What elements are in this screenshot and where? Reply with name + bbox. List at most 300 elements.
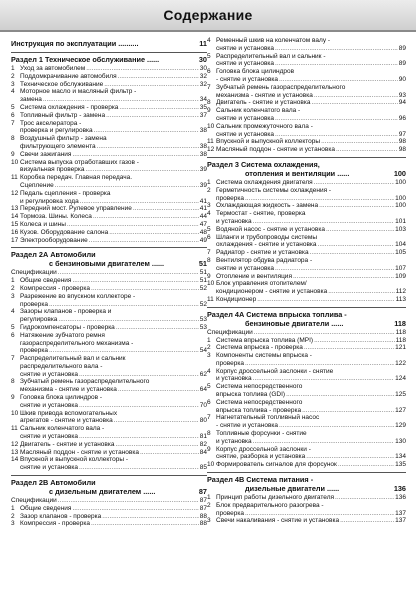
entry-number: 5 — [11, 103, 15, 111]
toc-entry — [207, 60, 406, 68]
entry-number: 11 — [11, 174, 18, 182]
entry-label: Система охлаждения двигателя — [216, 178, 313, 186]
section-page-number: 87 — [198, 487, 207, 497]
entry-number: 2 — [11, 284, 15, 292]
entry-page-number: 97 — [398, 130, 406, 138]
entry-label: снятие и установка — [216, 130, 275, 138]
toc-entry — [11, 237, 207, 245]
entry-number: 8 — [11, 135, 15, 143]
entry-page-number: 94 — [398, 99, 406, 107]
entry-page-number: 124 — [395, 375, 406, 383]
entry-page-number: 38 — [199, 150, 207, 158]
entry-number: 11 — [11, 425, 18, 433]
entry-page-number: 112 — [395, 288, 406, 296]
entry-label: Охлаждающая жидкость - замена — [216, 202, 319, 210]
entry-number: 9 — [207, 107, 211, 115]
entry-label: Система непосредственного — [216, 383, 303, 391]
entry-page-number: 107 — [395, 264, 406, 272]
entry-number: 1 — [207, 494, 211, 502]
entry-number: 4 — [207, 367, 211, 375]
entry-label: Шланги и трубопроводы системы — [216, 233, 318, 241]
entry-label: снятие и установка — [20, 464, 79, 472]
toc-entry — [207, 383, 406, 391]
toc-entry — [11, 143, 207, 151]
toc-entry — [207, 368, 406, 376]
entry-number: 12 — [207, 146, 215, 154]
section-title: Инструкция по эксплуатации .......... — [11, 39, 139, 48]
section-page-number: 100 — [393, 168, 406, 178]
toc-entry — [207, 352, 406, 360]
entry-number: 9 — [11, 394, 15, 402]
toc-entry — [207, 296, 406, 304]
entry-number: 3 — [11, 292, 15, 300]
entry-page-number: 32 — [199, 72, 207, 80]
entry-page-number: 53 — [199, 316, 207, 324]
toc-entry — [207, 391, 406, 399]
entry-page-number: 88 — [199, 512, 207, 520]
entry-number: 15 — [11, 220, 19, 228]
toc-entry — [11, 205, 207, 213]
toc-entry — [207, 68, 406, 76]
toc-entry — [207, 517, 406, 525]
toc-entry — [11, 112, 207, 120]
entry-page-number: 113 — [395, 295, 406, 303]
section-subtitle: с бензиновыми двигателем ...... — [49, 259, 165, 269]
entry-label: проверка — [216, 194, 244, 202]
toc-entry — [11, 340, 207, 348]
entry-label: Система впрыска - проверка — [216, 344, 303, 352]
entry-label: Двигатель - снятие и установка — [216, 99, 311, 107]
entry-number: 13 — [11, 205, 19, 213]
entry-page-number: 85 — [199, 464, 207, 472]
toc-entry — [11, 159, 207, 167]
entry-label: Масляный поддон - снятие и установка — [20, 448, 139, 456]
entry-page-number: 136 — [395, 494, 406, 502]
entry-number: 6 — [207, 233, 211, 241]
toc-entry — [11, 73, 207, 81]
entry-label: Водяной насос - снятие и установка — [216, 225, 325, 233]
toc-entry — [207, 280, 406, 288]
entry-label: и регулировка хода — [20, 197, 79, 205]
entry-page-number: 103 — [395, 225, 406, 233]
entry-label: впрыска топлива (GDI) — [216, 391, 286, 399]
toc-entry — [207, 131, 406, 139]
entry-page-number: 100 — [395, 194, 406, 202]
toc-entry — [11, 425, 207, 433]
entry-label: Сальник коленчатого вала - — [20, 425, 105, 433]
entry-page-number: 96 — [398, 114, 406, 122]
entry-label: Уход за автомобилем — [20, 65, 86, 72]
entry-number: 5 — [207, 52, 211, 60]
entry-label: Впускной и выпускной коллекторы — [216, 138, 321, 146]
entry-label: проверка — [216, 359, 244, 367]
section-subtitle: с дизельным двигателем ...... — [49, 487, 156, 497]
entry-label: распределительного вала - — [20, 362, 103, 370]
toc-entry — [11, 301, 207, 309]
entry-label: Двигатель - снятие и установка — [20, 440, 115, 448]
entry-number: 16 — [11, 228, 19, 236]
entry-label: Общие сведения — [20, 504, 72, 512]
entry-number: 3 — [11, 520, 15, 528]
entry-number: 5 — [207, 383, 211, 391]
entry-page-number: 30 — [199, 65, 207, 72]
entry-number: 6 — [207, 68, 211, 76]
toc-entry — [11, 497, 207, 505]
section-title: Раздел 3 Система охлаждения, — [207, 159, 320, 169]
entry-label: газораспределительного механизма - — [20, 339, 134, 347]
entry-label: Топливный фильтр - замена — [20, 111, 106, 119]
toc-entry — [207, 422, 406, 430]
entry-page-number: 122 — [395, 359, 406, 367]
toc-entry — [11, 96, 207, 104]
entry-number: 2 — [207, 501, 211, 509]
section-title: Раздел 4В Система питания - — [207, 475, 314, 485]
toc-entry — [207, 344, 406, 352]
entry-label: Педаль сцепления - проверка — [20, 189, 111, 197]
entry-page-number: 39 — [199, 166, 207, 174]
entry-page-number: 127 — [395, 406, 406, 414]
toc-entry — [207, 76, 406, 84]
entry-label: Шкив привода вспомогательных — [20, 409, 118, 417]
toc-entry — [207, 257, 406, 265]
entry-page-number: 49 — [199, 236, 207, 244]
entry-label: снятие, разборка и установка — [216, 453, 306, 461]
toc-right-column — [207, 37, 406, 525]
toc-entry — [207, 360, 406, 368]
toc-entry — [11, 120, 207, 128]
entry-label: Спецификации — [11, 497, 57, 505]
toc-entry — [11, 88, 207, 96]
toc-entry — [11, 104, 207, 112]
toc-entry — [11, 324, 207, 332]
toc-entry — [207, 53, 406, 61]
toc-entry — [207, 494, 406, 502]
entry-label: Головка блока цилиндров - — [20, 394, 103, 402]
entry-number: 4 — [11, 88, 15, 96]
entry-label: Натяжение зубчатого ремня — [20, 331, 105, 339]
entry-label: Воздушный фильтр - замена — [20, 135, 107, 143]
entry-label: Блок управления отопителем/ — [216, 280, 307, 288]
toc-entry — [11, 417, 207, 425]
entry-label: Колеса и шины — [20, 220, 66, 228]
toc-entry — [11, 127, 207, 135]
entry-number: 9 — [207, 272, 211, 280]
toc-entry — [207, 37, 406, 45]
section-subtitle: бензиновые двигатели ...... — [245, 318, 344, 328]
entry-label: агрегатов - снятие и установка — [20, 417, 113, 425]
entry-page-number: 38 — [199, 142, 207, 150]
toc-entry — [11, 355, 207, 363]
section-title: Раздел 1 Техническое обслуживание ...... — [11, 55, 160, 64]
entry-label: проверка и регулировка — [20, 127, 93, 135]
entry-number: 6 — [11, 331, 15, 339]
toc-entry — [207, 202, 406, 210]
toc-entry — [11, 174, 207, 182]
entry-page-number: 84 — [199, 448, 207, 456]
toc-entry — [207, 226, 406, 234]
toc-entry — [11, 378, 207, 386]
entry-label: Компрессия - проверка — [20, 520, 91, 528]
toc-section-heading — [11, 247, 207, 269]
toc-entry — [207, 234, 406, 242]
entry-number: 12 — [11, 189, 19, 197]
toc-entry — [11, 433, 207, 441]
toc-entry — [11, 386, 207, 394]
entry-label: Зазор клапанов - проверка — [20, 512, 102, 520]
entry-label: кондиционером - снятие и установка — [216, 288, 328, 296]
toc-entry — [207, 438, 406, 446]
toc-entry — [11, 520, 207, 528]
entry-label: Распределительный вал и сальник — [20, 355, 126, 363]
toc-section-heading — [11, 475, 207, 497]
toc-entry — [207, 337, 406, 345]
entry-page-number: 134 — [395, 453, 406, 461]
entry-label: Впускной и выпускной коллекторы - — [20, 456, 129, 464]
entry-number: 6 — [11, 111, 15, 119]
entry-label: Поддомкрачивание автомобиля — [20, 72, 117, 80]
entry-number: 10 — [207, 280, 215, 288]
toc-section-heading — [207, 307, 406, 329]
entry-label: проверка — [216, 509, 244, 517]
entry-page-number: 32 — [199, 80, 207, 88]
toc-entry — [207, 210, 406, 218]
entry-page-number: 62 — [199, 370, 207, 378]
entry-page-number: 38 — [199, 127, 207, 135]
toc-entry — [11, 505, 207, 513]
entry-number: 14 — [11, 213, 19, 221]
entry-page-number: 135 — [395, 461, 406, 469]
entry-label: охлаждения - снятие и установка — [216, 241, 317, 249]
toc-entry — [207, 265, 406, 273]
toc-entry — [11, 441, 207, 449]
section-title: Раздел 2А Автомобили — [11, 250, 96, 260]
toc-entry — [11, 402, 207, 410]
entry-page-number: 70 — [199, 401, 207, 409]
entry-label: Трос акселератора - — [20, 119, 82, 127]
entry-page-number: 88 — [199, 520, 207, 528]
toc-entry — [207, 510, 406, 518]
entry-number: 4 — [11, 308, 15, 316]
entry-page-number: 100 — [395, 178, 406, 186]
entry-label: Система впрыска топлива (MPI) — [216, 336, 314, 344]
entry-label: снятие и установка — [20, 370, 79, 378]
toc-entry — [11, 371, 207, 379]
entry-label: регулировка — [20, 316, 58, 324]
toc-entry — [207, 407, 406, 415]
toc-entry — [207, 99, 406, 107]
section-page-number: 11 — [199, 39, 207, 48]
toc-entry — [11, 449, 207, 457]
entry-number: 5 — [207, 225, 211, 233]
entry-number: 7 — [11, 355, 15, 363]
entry-page-number: 41 — [199, 205, 207, 213]
entry-number: 8 — [207, 430, 211, 438]
toc-entry — [11, 316, 207, 324]
toc-entry — [207, 273, 406, 281]
entry-page-number: 51 — [199, 269, 207, 277]
entry-page-number: 53 — [199, 323, 207, 331]
entry-label: Сальник коленчатого вала - — [216, 107, 301, 115]
entry-page-number: 37 — [199, 111, 207, 119]
entry-number: 1 — [207, 336, 211, 344]
page-header — [0, 0, 416, 32]
entry-page-number: 130 — [395, 437, 406, 445]
toc-entry — [207, 502, 406, 510]
toc-entry — [11, 229, 207, 237]
toc-entry — [207, 45, 406, 53]
entry-label: и установка — [216, 375, 252, 383]
entry-page-number: 82 — [199, 440, 207, 448]
entry-number: 7 — [11, 119, 15, 127]
entry-number: 9 — [11, 150, 15, 158]
entry-label: Система непосредственного — [216, 398, 303, 406]
entry-page-number: 44 — [199, 213, 207, 221]
entry-label: Вентилятор обдува радиатора - — [216, 256, 313, 264]
entry-page-number: 89 — [398, 60, 406, 68]
entry-label: механизма - снятие и установка — [216, 91, 313, 99]
entry-page-number: 121 — [395, 344, 406, 352]
entry-label: Отопление и вентиляция — [216, 272, 292, 280]
entry-label: Зубчатый ремень газораспределительного — [20, 378, 150, 386]
entry-label: Герметичность системы охлаждения - — [216, 186, 332, 194]
toc-entry — [11, 190, 207, 198]
entry-label: проверка — [20, 347, 48, 355]
toc-entry — [207, 187, 406, 195]
toc-entry — [11, 363, 207, 371]
toc-entry — [207, 430, 406, 438]
entry-number: 11 — [207, 295, 214, 303]
toc-entry — [11, 456, 207, 464]
toc-entry — [11, 269, 207, 277]
entry-number: 8 — [207, 99, 211, 107]
toc-entry — [207, 218, 406, 226]
entry-label: Зазоры клапанов - проверка и — [20, 308, 112, 316]
toc-entry — [207, 107, 406, 115]
entry-label: фильтрующего элемента — [20, 142, 96, 150]
entry-number: 1 — [207, 178, 211, 186]
entry-label: Формирователь сигналов для форсунок — [216, 461, 337, 469]
section-subtitle: дизельные двигатели ...... — [245, 484, 340, 494]
entry-page-number: 137 — [395, 509, 406, 517]
toc-entry — [11, 151, 207, 159]
entry-label: Спецификации — [11, 269, 57, 277]
toc-entry — [11, 65, 207, 73]
entry-label: Система выпуска отработавших газов - — [20, 158, 139, 166]
entry-label: Зубчатый ремень газораспределительного — [216, 83, 346, 91]
toc-entry — [11, 332, 207, 340]
entry-label: снятие и установка — [20, 433, 79, 441]
entry-page-number: 137 — [395, 517, 406, 525]
entry-page-number: 118 — [395, 328, 406, 336]
entry-number: 3 — [11, 80, 15, 88]
entry-label: Гидрокомпенсаторы - проверка — [20, 323, 115, 331]
toc-entry — [207, 329, 406, 337]
toc-entry — [207, 195, 406, 203]
entry-label: Корпус дроссельной заслонки - снятие — [216, 367, 334, 375]
entry-number: 7 — [207, 414, 211, 422]
entry-page-number: 105 — [395, 249, 406, 257]
entry-number: 10 — [11, 158, 19, 166]
entry-page-number: 90 — [398, 75, 406, 83]
entry-number: 3 — [207, 352, 211, 360]
entry-label: Моторное масло и масляный фильтр - — [20, 88, 137, 96]
entry-page-number: 64 — [199, 386, 207, 394]
toc-entry — [11, 277, 207, 285]
entry-label: Масляный поддон - снятие и установка — [216, 146, 335, 154]
entry-page-number: 98 — [398, 146, 406, 154]
toc-entry — [207, 414, 406, 422]
entry-number: 2 — [11, 72, 15, 80]
entry-label: снятие и установка — [216, 264, 275, 272]
entry-page-number: 87 — [199, 504, 207, 512]
toc-entry — [207, 446, 406, 454]
toc-entry — [207, 288, 406, 296]
toc-entry — [207, 241, 406, 249]
entry-label: Ременный шкив на коленчатом валу - — [216, 37, 331, 44]
entry-page-number: 81 — [199, 433, 207, 441]
toc-entry — [11, 166, 207, 174]
entry-label: Свечи накаливания - снятие и установка — [216, 517, 340, 525]
entry-label: снятие и установка — [216, 44, 275, 52]
page-title: Содержание — [163, 7, 253, 23]
section-page-number: 30 — [198, 55, 207, 64]
entry-number: 7 — [207, 249, 211, 257]
toc-entry — [11, 394, 207, 402]
entry-number: 14 — [11, 456, 19, 464]
entry-number: 7 — [207, 83, 211, 91]
toc-section-heading — [207, 472, 406, 494]
entry-label: Свечи зажигания — [20, 150, 72, 158]
entry-number: 11 — [207, 138, 214, 146]
entry-page-number: 34 — [199, 96, 207, 104]
toc-entry — [207, 84, 406, 92]
toc-entry — [11, 213, 207, 221]
entry-page-number: 51 — [199, 277, 207, 285]
section-page-number: 51 — [198, 259, 207, 269]
entry-label: Общие сведения — [20, 277, 72, 285]
entry-number: 1 — [11, 504, 15, 512]
toc-left-column — [11, 37, 207, 528]
entry-label: Головка блока цилиндров — [216, 68, 295, 76]
entry-label: Сальник промежуточного вала - — [216, 122, 313, 130]
entry-label: Разрежение во впускном коллекторе - — [20, 292, 136, 300]
entry-label: Кондиционер — [216, 295, 257, 303]
entry-label: Тормоза. Шины. Колеса — [20, 213, 92, 221]
entry-page-number: 93 — [398, 91, 406, 99]
toc-entry — [11, 347, 207, 355]
toc-section-heading — [11, 37, 207, 49]
entry-label: снятие и установка — [216, 60, 275, 68]
entry-label: и установка — [216, 217, 252, 225]
entry-page-number: 52 — [199, 284, 207, 292]
toc-entry — [207, 138, 406, 146]
toc-entry — [11, 513, 207, 521]
section-subtitle: отопления и вентиляции ...... — [245, 168, 350, 178]
entry-label: Компрессия - проверка — [20, 284, 91, 292]
entry-label: Коробка передач. Главная передача. — [20, 174, 133, 182]
section-page-number: 136 — [393, 484, 406, 494]
entry-label: - снятие и установка — [216, 75, 279, 83]
entry-label: Техническое обслуживание — [20, 80, 104, 88]
entry-page-number: 89 — [398, 44, 406, 52]
entry-label: визуальная проверка — [20, 166, 85, 174]
entry-number: 2 — [207, 186, 211, 194]
entry-number: 10 — [11, 409, 19, 417]
entry-page-number: 54 — [199, 347, 207, 355]
toc-entry — [11, 410, 207, 418]
entry-label: Нагнетательный топливный насос — [216, 414, 320, 422]
entry-label: Компоненты системы впрыска - — [216, 352, 312, 360]
